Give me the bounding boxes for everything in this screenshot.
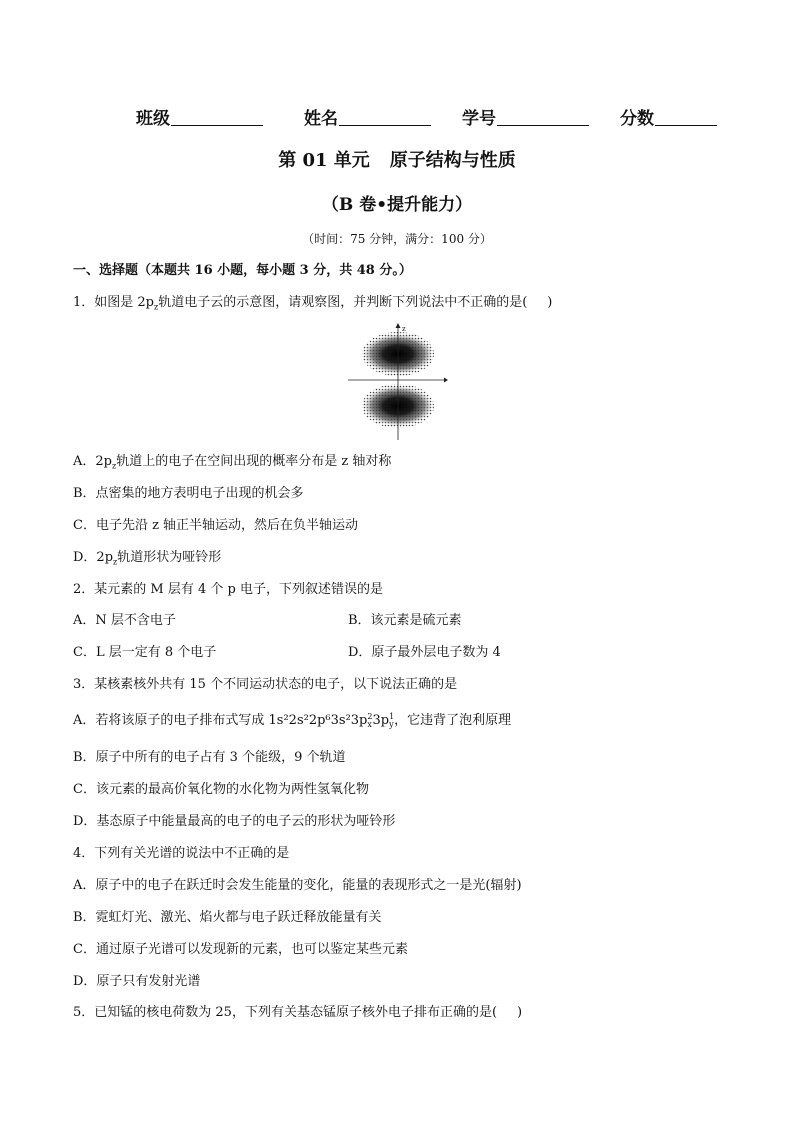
question-2-option-d[interactable]: D．原子最外层电子数为 4 (348, 645, 501, 660)
question-1-option-d[interactable]: D．$2p_z$轨道形状为哑铃形 (73, 550, 222, 567)
name-blank[interactable] (339, 109, 431, 126)
score-blank[interactable] (655, 109, 717, 126)
question-1-option-a[interactable]: A．$2p_z$轨道上的电子在空间出现的概率分布是 z 轴对称 (73, 454, 392, 471)
section-heading: 一、选择题（本题共 16 小题，每小题 3 分，共 48 分。） (73, 263, 412, 278)
name-field[interactable] (304, 104, 431, 129)
title-topic: 原子结构与性质 (389, 150, 516, 171)
question-3-option-a[interactable]: A．若将该原子的电子排布式写成 1s²2s²2p⁶3s²3p2 x3p1 y，它违背了泡利原理 (73, 712, 512, 729)
question-1-option-c[interactable]: C．电子先沿 z 轴正半轴运动，然后在负半轴运动 (73, 518, 359, 533)
question-2-option-b[interactable]: B．该元素是硫元素 (348, 613, 462, 628)
orbital-diagram (348, 322, 448, 440)
question-3-option-c[interactable]: C．该元素的最高价氧化物的水化物为两性氢氧化物 (73, 782, 369, 797)
question-4-option-d[interactable]: D．原子只有发射光谱 (73, 974, 201, 989)
question-3-stem: 3．某核素核外共有 15 个不同运动状态的电子，以下说法正确的是 (73, 677, 458, 692)
class-field[interactable] (136, 104, 263, 129)
z-axis-label: z (402, 325, 406, 333)
student-id-field[interactable] (462, 104, 589, 129)
title-unit: 第 01 单元 (278, 150, 370, 171)
question-5-stem: 5．已知锰的核电荷数为 25，下列有关基态锰原子核外电子排布正确的是( ) (73, 1005, 523, 1020)
score-field[interactable] (620, 104, 717, 129)
name-label: 姓名 (304, 109, 338, 129)
student-info-fields (136, 104, 736, 130)
question-2-option-c[interactable]: C．L 层一定有 8 个电子 (73, 645, 217, 660)
score-label: 分数 (620, 109, 654, 129)
question-4-stem: 4．下列有关光谱的说法中不正确的是 (73, 846, 290, 861)
class-label: 班级 (136, 109, 170, 129)
question-1-stem: 1．如图是 $2p_z$轨道电子云的示意图，请观察图，并判断下列说法中不正确的是( ) (73, 295, 553, 312)
page-title (0, 146, 794, 172)
question-1-option-b[interactable]: B．点密集的地方表明电子出现的机会多 (73, 486, 304, 501)
z-axis-arrow-icon (396, 323, 401, 328)
question-4-option-a[interactable]: A．原子中的电子在跃迁时会发生能量的变化，能量的表现形式之一是光(辐射) (73, 878, 522, 893)
question-3-option-d[interactable]: D．基态原子中能量最高的电子的电子云的形状为哑铃形 (73, 814, 396, 829)
question-2-stem: 2．某元素的 M 层有 4 个 p 电子，下列叙述错误的是 (73, 582, 383, 597)
page-subtitle: （B 卷•提升能力） (321, 195, 473, 215)
time-info: （时间：75 分钟，满分：100 分） (302, 232, 492, 246)
question-4-option-b[interactable]: B．霓虹灯光、激光、焰火都与电子跃迁释放能量有关 (73, 910, 382, 925)
student-id-blank[interactable] (497, 109, 589, 126)
axis-arrow-icon (444, 378, 448, 383)
student-id-label: 学号 (462, 109, 496, 129)
class-blank[interactable] (171, 109, 263, 126)
question-2-option-a[interactable]: A．N 层不含电子 (73, 613, 176, 628)
question-4-option-c[interactable]: C．通过原子光谱可以发现新的元素，也可以鉴定某些元素 (73, 942, 408, 957)
question-3-option-b[interactable]: B．原子中所有的电子占有 3 个能级，9 个轨道 (73, 750, 346, 765)
